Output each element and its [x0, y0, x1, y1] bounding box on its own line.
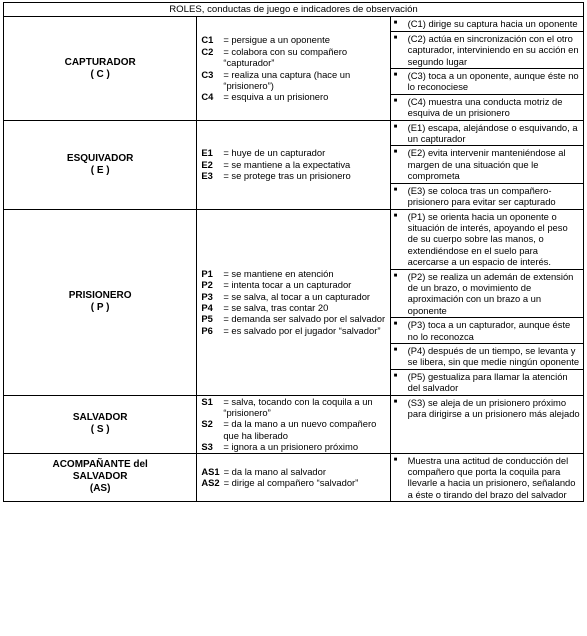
indicator-item: ■ Muestra una actitud de conducción del compañero que porta la coquila para llevarle a hacia un prisionero, señalando a éste o tirando del brazo del salvador [393, 454, 576, 500]
conducts-cell [197, 17, 390, 120]
indicator-item: ■ (P4) después de un tiempo, se levanta y se libera, sin que medie ningún oponente [391, 344, 583, 370]
conduct-item: P4 = se salva, tras contar 20 [201, 302, 329, 314]
role-name: PRISIONERO [68, 290, 132, 302]
conduct-item: S2 = da la mano a un nuevo compañero que ha liberado [201, 418, 377, 441]
role-row-capturador [4, 17, 584, 120]
bullet-icon: ■ [393, 398, 398, 405]
conduct-item: P1 = se mantiene en atención [201, 267, 334, 279]
bullet-icon: ■ [393, 97, 398, 104]
indicator-item: ■ (C2) actúa en sincronización con el otro capturador, interviniendo en su acción en segundo lugar [391, 32, 583, 69]
conduct-item: P5 = demanda ser salvado por el salvador [201, 313, 386, 325]
conduct-item: S3 = ignora a un prisionero próximo [201, 441, 359, 453]
indicators-cell [390, 17, 583, 120]
bullet-icon: ■ [393, 372, 398, 379]
indicator-item: ■ (E1) escapa, alejándose o esquivando, a un capturador [391, 121, 583, 147]
indicator-item: ■ (P5) gestualiza para llamar la atención del salvador [393, 370, 568, 394]
bullet-icon: ■ [393, 272, 398, 279]
bullet-icon: ■ [393, 72, 398, 79]
role-cell [4, 209, 197, 395]
indicators-cell [390, 453, 583, 502]
indicators-cell [390, 209, 583, 395]
indicators-cell [390, 395, 583, 453]
bullet-icon: ■ [393, 20, 398, 27]
table-title: ROLES, conductas de juego e indicadores de observación [4, 3, 584, 17]
bullet-icon: ■ [393, 456, 398, 463]
role-code: ( C ) [90, 68, 110, 80]
role-cell [4, 17, 197, 120]
conduct-item: C4 = esquiva a un prisionero [201, 91, 329, 103]
conduct-item: C1 = persigue a un oponente [201, 34, 330, 46]
role-code: ( E ) [90, 164, 110, 176]
role-cell [4, 453, 197, 502]
conduct-item: AS2 = dirige al compañero “salvador” [201, 477, 359, 489]
conduct-item: P6 = es salvado por el jugador “salvador” [201, 324, 381, 336]
role-name: SALVADOR [72, 412, 128, 424]
conduct-item: S1 = salva, tocando con la coquila a un “prisionero” [201, 395, 373, 418]
indicator-item: ■ (S3) se aleja de un prisionero próximo para dirigirse a un prisionero más alejado [393, 396, 580, 419]
indicator-item: ■ (P3) toca a un capturador, aunque éste no lo reconozca [391, 318, 583, 344]
conduct-item: E1 = huye de un capturador [201, 147, 326, 159]
indicator-item: ■ (E2) evita intervenir manteniéndose al margen de una situación que le comprometa [391, 146, 583, 183]
bullet-icon: ■ [393, 34, 398, 41]
role-row-esquivador [4, 120, 584, 209]
conduct-item: E3 = se protege tras un prisionero [201, 170, 351, 182]
role-row-acompanante [4, 453, 584, 502]
bullet-icon: ■ [393, 149, 398, 156]
bullet-icon: ■ [393, 321, 398, 328]
indicator-item: ■ (P1) se orienta hacia un oponente o situación de interés, apoyando el peso de su cuerpo sobre las manos, o extendiéndose en el suelo para acercarse a un espacio de interés. [391, 210, 583, 270]
conduct-item: C3 = realiza una captura (hace un “prisionero”) [201, 68, 351, 91]
conducts-cell [197, 209, 390, 395]
bullet-icon: ■ [393, 123, 398, 130]
conduct-item: P2 = intenta tocar a un capturador [201, 279, 352, 291]
indicator-item: ■ (C4) muestra una conducta motriz de esquiva de un prisionero [393, 95, 563, 119]
role-cell [4, 120, 197, 209]
role-row-salvador [4, 395, 584, 453]
conduct-item: P3 = se salva, al tocar a un capturador [201, 290, 371, 302]
role-name: CAPTURADOR [64, 56, 136, 68]
indicator-item: ■ (E3) se coloca tras un compañero-prisionero para evitar ser capturado [393, 184, 556, 208]
role-code: ( S ) [90, 424, 110, 436]
indicator-item: ■ (C3) toca a un oponente, aunque éste no lo reconociese [391, 69, 583, 95]
indicator-item: ■ (C1) dirige su captura hacia un oponente [391, 17, 583, 31]
conduct-item: AS1 = da la mano al salvador [201, 466, 326, 478]
conducts-cell [197, 453, 390, 502]
conduct-item: E2 = se mantiene a la expectativa [201, 158, 351, 170]
conducts-cell [197, 395, 390, 453]
role-name: ESQUIVADOR [66, 152, 134, 164]
role-name: ACOMPAÑANTE del SALVADOR [52, 459, 148, 483]
indicators-cell [390, 120, 583, 209]
indicator-item: ■ (P2) se realiza un ademán de extensión de un brazo, o movimiento de aproximación con un brazo a un oponente [391, 270, 583, 319]
bullet-icon: ■ [393, 186, 398, 193]
role-cell [4, 395, 197, 453]
conducts-cell [197, 120, 390, 209]
role-code: (AS) [89, 483, 111, 495]
conduct-item: C2 = colabora con su compañero “capturador” [201, 45, 348, 69]
role-row-prisionero [4, 209, 584, 395]
bullet-icon: ■ [393, 346, 398, 353]
bullet-icon: ■ [393, 212, 398, 219]
roles-table [3, 2, 584, 502]
role-code: ( P ) [90, 302, 110, 314]
